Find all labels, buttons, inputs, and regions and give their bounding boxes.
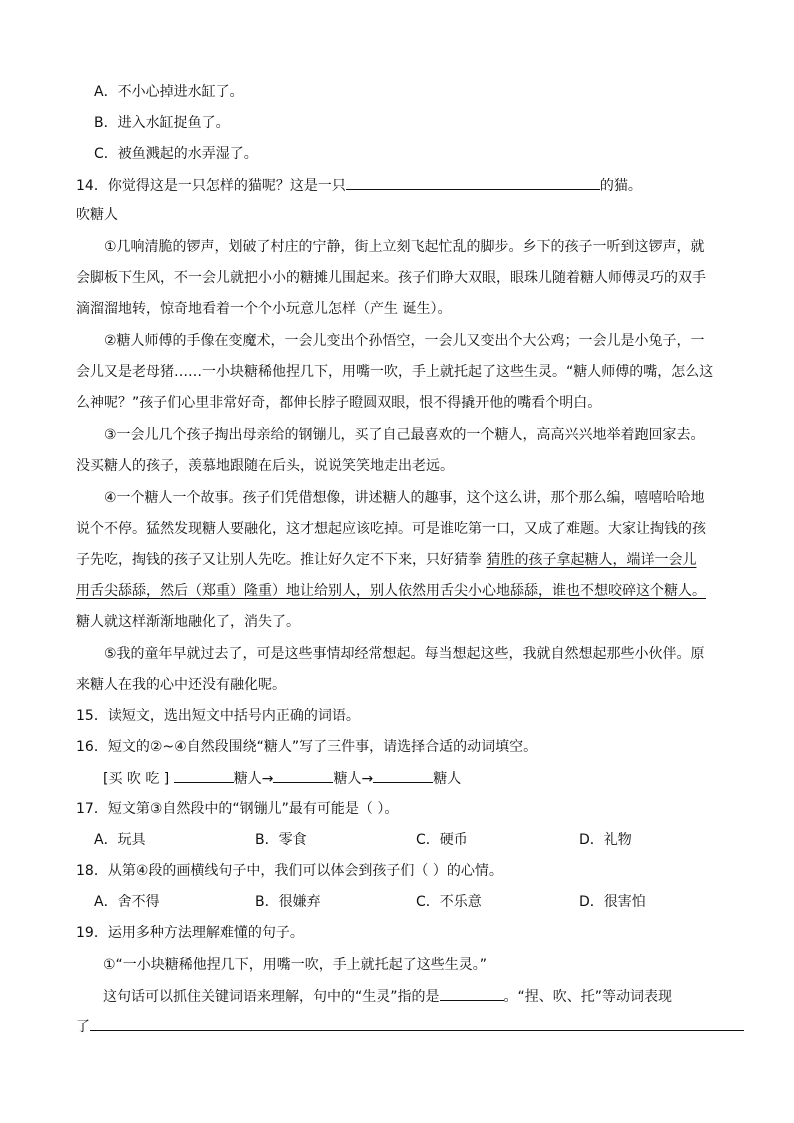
q19-prompt-cont: 。“捏、吹、托”等动词表现 [503,989,673,1005]
q16-blank-2[interactable] [273,768,333,783]
q14-answer-blank[interactable] [346,175,600,190]
q14-stem: 14．你觉得这是一只怎样的猫呢？这是一只 [76,178,346,194]
passage-p3-line: ③一会儿几个孩子掏出母亲给的钢镚儿，买了自己最喜欢的一个糖人，高高兴兴地举着跑回家去。 [104,427,705,443]
passage-p4-line: 糖人就这样渐渐地融化了，消失了。 [76,614,300,630]
passage-p2-line: 会儿又是老母猪……一小块糖稀他捏几下，用嘴一吹，手上就托起了这些生灵。“糖人师傅的嘴，怎么这 [76,364,714,380]
q16-word: 糖人 [433,771,462,787]
q19-blank-1[interactable] [440,986,504,1001]
passage-p4-line: 说个不停。猛然发现糖人要融化，这才想起应该吃掉。可是谁吃第一口，又成了难题。大家让掏钱的孩 [76,521,706,537]
q18-option-a[interactable]: A．舍不得 [94,894,160,910]
q18-option-b[interactable]: B．很嫌弃 [255,894,321,910]
q17-option-c[interactable]: C．硬币 [416,832,468,848]
q19-prompt-end: 了 [76,1019,90,1035]
question-16: 16．短文的②~④自然段围绕“糖人”写了三件事，请选择合适的动词填空。 [76,739,538,755]
passage-p1-line: 滴溜溜地转，惊奇地看着一个个小玩意儿怎样（产生 诞生）。 [76,301,452,317]
arrow-icon: → [361,771,374,787]
q17-option-a[interactable]: A．玩具 [94,832,146,848]
q16-blank-3[interactable] [373,768,433,783]
arrow-icon: → [261,771,274,787]
passage-p5-line: 来糖人在我的心中还没有融化呢。 [76,677,286,693]
q16-word-bank: [买 吹 吃 ] [103,771,170,787]
q13-option-c: C．被鱼溅起的水弄湿了。 [94,146,258,162]
question-14 [76,175,642,196]
question-19: 19．运用多种方法理解难懂的句子。 [76,925,304,941]
q19-line-3 [76,1016,746,1037]
underlined-sentence: 用舌尖舔舔，然后（郑重）隆重）地让给别人，别人依然用舌尖小心地舔舔，谁也不想咬碎这个糖人。 [76,583,706,599]
passage-p2-line: 么神呢？”孩子们心里非常好奇，都伸长脖子瞪圆双眼，恨不得撬开他的嘴看个明白。 [76,395,602,411]
q19-sub-1: ①“一小块糖稀他捏几下，用嘴一吹，手上就托起了这些生灵。” [103,957,488,973]
q19-prompt: 这句话可以抓住关键词语来理解，句中的“生灵”指的是 [103,989,440,1005]
q17-options [94,830,694,850]
passage-p4-line [76,550,696,570]
question-17: 17．短文第③自然段中的“钢镚儿”最有可能是（ ）。 [76,801,399,817]
passage-p4-text: 子先吃，掏钱的孩子又让别人先吃。推让好久定不下来，只好猜拳 [76,552,487,568]
q13-option-a: A．不小心掉进水缸了。 [94,84,244,100]
q13-option-b: B．进入水缸捉鱼了。 [94,115,230,131]
passage-p3-line: 没买糖人的孩子，羡慕地跟随在后头，说说笑笑地走出老远。 [76,458,454,474]
question-15: 15．读短文，选出短文中括号内正确的词语。 [76,708,360,724]
q18-option-d[interactable]: D．很害怕 [579,894,646,910]
q19-blank-2[interactable] [90,1016,744,1031]
q19-line-2 [103,986,672,1007]
passage-title: 吹糖人 [76,207,118,223]
q16-fill-line [103,768,461,789]
q18-option-c[interactable]: C．不乐意 [416,894,482,910]
passage-p2-line: ②糖人师傅的手像在变魔术，一会儿变出个孙悟空，一会儿又变出个大公鸡；一会儿是小兔子，一 [104,333,705,349]
q16-word: 糖人 [233,771,262,787]
q16-word: 糖人 [333,771,362,787]
passage-p1-line: 会脚板下生风，不一会儿就把小小的糖摊儿围起来。孩子们睁大双眼，眼珠儿随着糖人师傅灵巧的双手 [76,270,706,286]
q17-option-d[interactable]: D．礼物 [579,832,632,848]
q18-options [94,892,694,912]
underlined-sentence: 猜胜的孩子拿起糖人，端详一会儿 [486,552,697,568]
q14-suffix: 的猫。 [599,178,642,194]
passage-p5-line: ⑤我的童年早就过去了，可是这些事情却经常想起。每当想起这些，我就自然想起那些小伙伴。原 [104,646,705,662]
passage-p4-line: ④一个糖人一个故事。孩子们凭借想像，讲述糖人的趣事，这个这么讲，那个那么编，嘻嘻哈哈地 [104,490,705,506]
passage-p1-line: ①几响清脆的锣声，划破了村庄的宁静，街上立刻飞起忙乱的脚步。乡下的孩子一听到这锣声，就 [104,239,705,255]
question-18: 18．从第④段的画横线句子中，我们可以体会到孩子们（ ）的心情。 [76,863,503,879]
q17-option-b[interactable]: B．零食 [255,832,307,848]
q16-blank-1[interactable] [174,768,234,783]
